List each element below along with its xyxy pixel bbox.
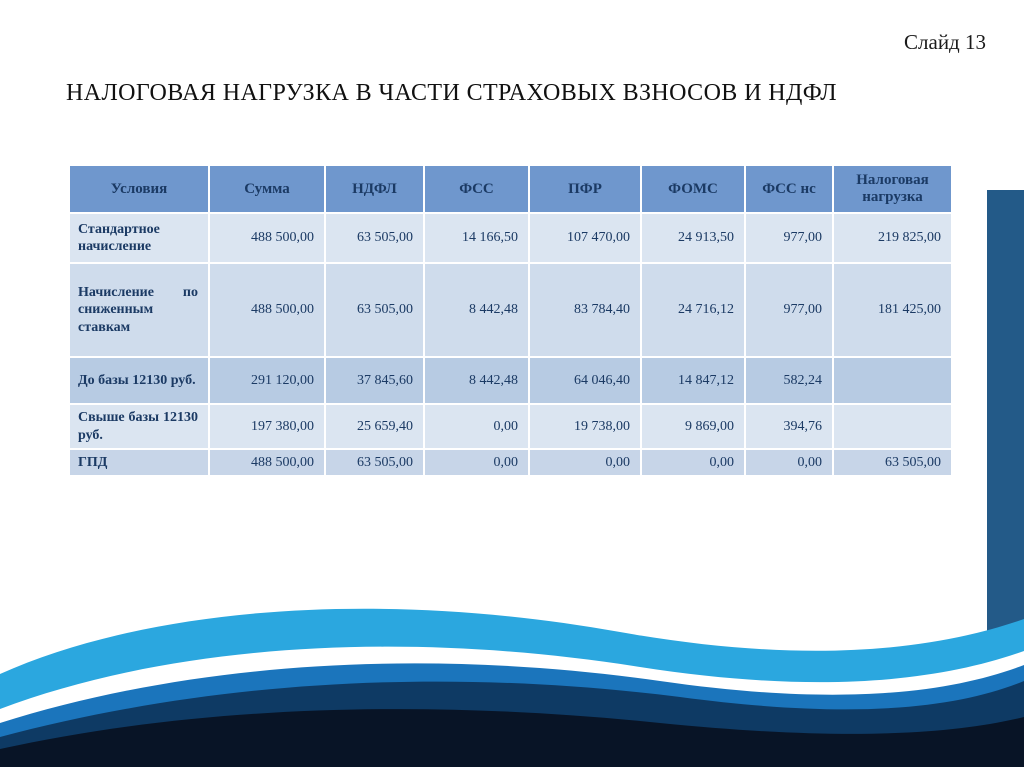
column-header-pfr: ПФР [529,165,641,213]
table-cell: 64 046,40 [529,357,641,404]
table-cell: 582,24 [745,357,833,404]
table-cell: 63 505,00 [325,449,424,476]
row-label: До базы 12130 руб. [69,357,209,404]
tax-load-table [68,164,953,477]
table-cell: 14 847,12 [641,357,745,404]
table-cell [833,357,952,404]
table-cell: 977,00 [745,213,833,263]
table-cell: 37 845,60 [325,357,424,404]
table-cell: 488 500,00 [209,213,325,263]
table-cell [833,404,952,449]
table-cell: 107 470,00 [529,213,641,263]
row-label: Стандартное начисление [69,213,209,263]
column-header-ndfl: НДФЛ [325,165,424,213]
table-row [69,213,952,263]
column-header-fss-ns: ФСС нс [745,165,833,213]
column-header-sum: Сумма [209,165,325,213]
table-row [69,404,952,449]
table-cell: 24 716,12 [641,263,745,357]
table-row [69,449,952,476]
table-cell: 24 913,50 [641,213,745,263]
page-title: НАЛОГОВАЯ НАГРУЗКА В ЧАСТИ СТРАХОВЫХ ВЗНОСОВ И НДФЛ [66,80,837,106]
table-row [69,263,952,357]
column-header-foms: ФОМС [641,165,745,213]
table-cell: 8 442,48 [424,263,529,357]
table-header-row [69,165,952,213]
table-cell: 394,76 [745,404,833,449]
table-cell: 0,00 [529,449,641,476]
table-row [69,357,952,404]
row-label: Начисление по сниженным ставкам [69,263,209,357]
column-header-conditions: Условия [69,165,209,213]
column-header-tax-load: Налоговая нагрузка [833,165,952,213]
slide-number: Слайд 13 [904,30,986,54]
table-cell: 488 500,00 [209,449,325,476]
table-cell: 63 505,00 [833,449,952,476]
wave-decoration [0,577,1024,767]
table-cell: 19 738,00 [529,404,641,449]
table-cell: 0,00 [424,449,529,476]
table-cell: 63 505,00 [325,213,424,263]
column-header-fss: ФСС [424,165,529,213]
table-cell: 9 869,00 [641,404,745,449]
table-cell: 14 166,50 [424,213,529,263]
table-cell: 977,00 [745,263,833,357]
table-cell: 0,00 [424,404,529,449]
row-label: Свыше базы 12130 руб. [69,404,209,449]
table-cell: 291 120,00 [209,357,325,404]
table-cell: 488 500,00 [209,263,325,357]
table-cell: 0,00 [745,449,833,476]
table-cell: 63 505,00 [325,263,424,357]
table-cell: 83 784,40 [529,263,641,357]
table-cell: 0,00 [641,449,745,476]
table-cell: 219 825,00 [833,213,952,263]
table-cell: 197 380,00 [209,404,325,449]
table-cell: 8 442,48 [424,357,529,404]
table-cell: 25 659,40 [325,404,424,449]
table-cell: 181 425,00 [833,263,952,357]
row-label: ГПД [69,449,209,476]
